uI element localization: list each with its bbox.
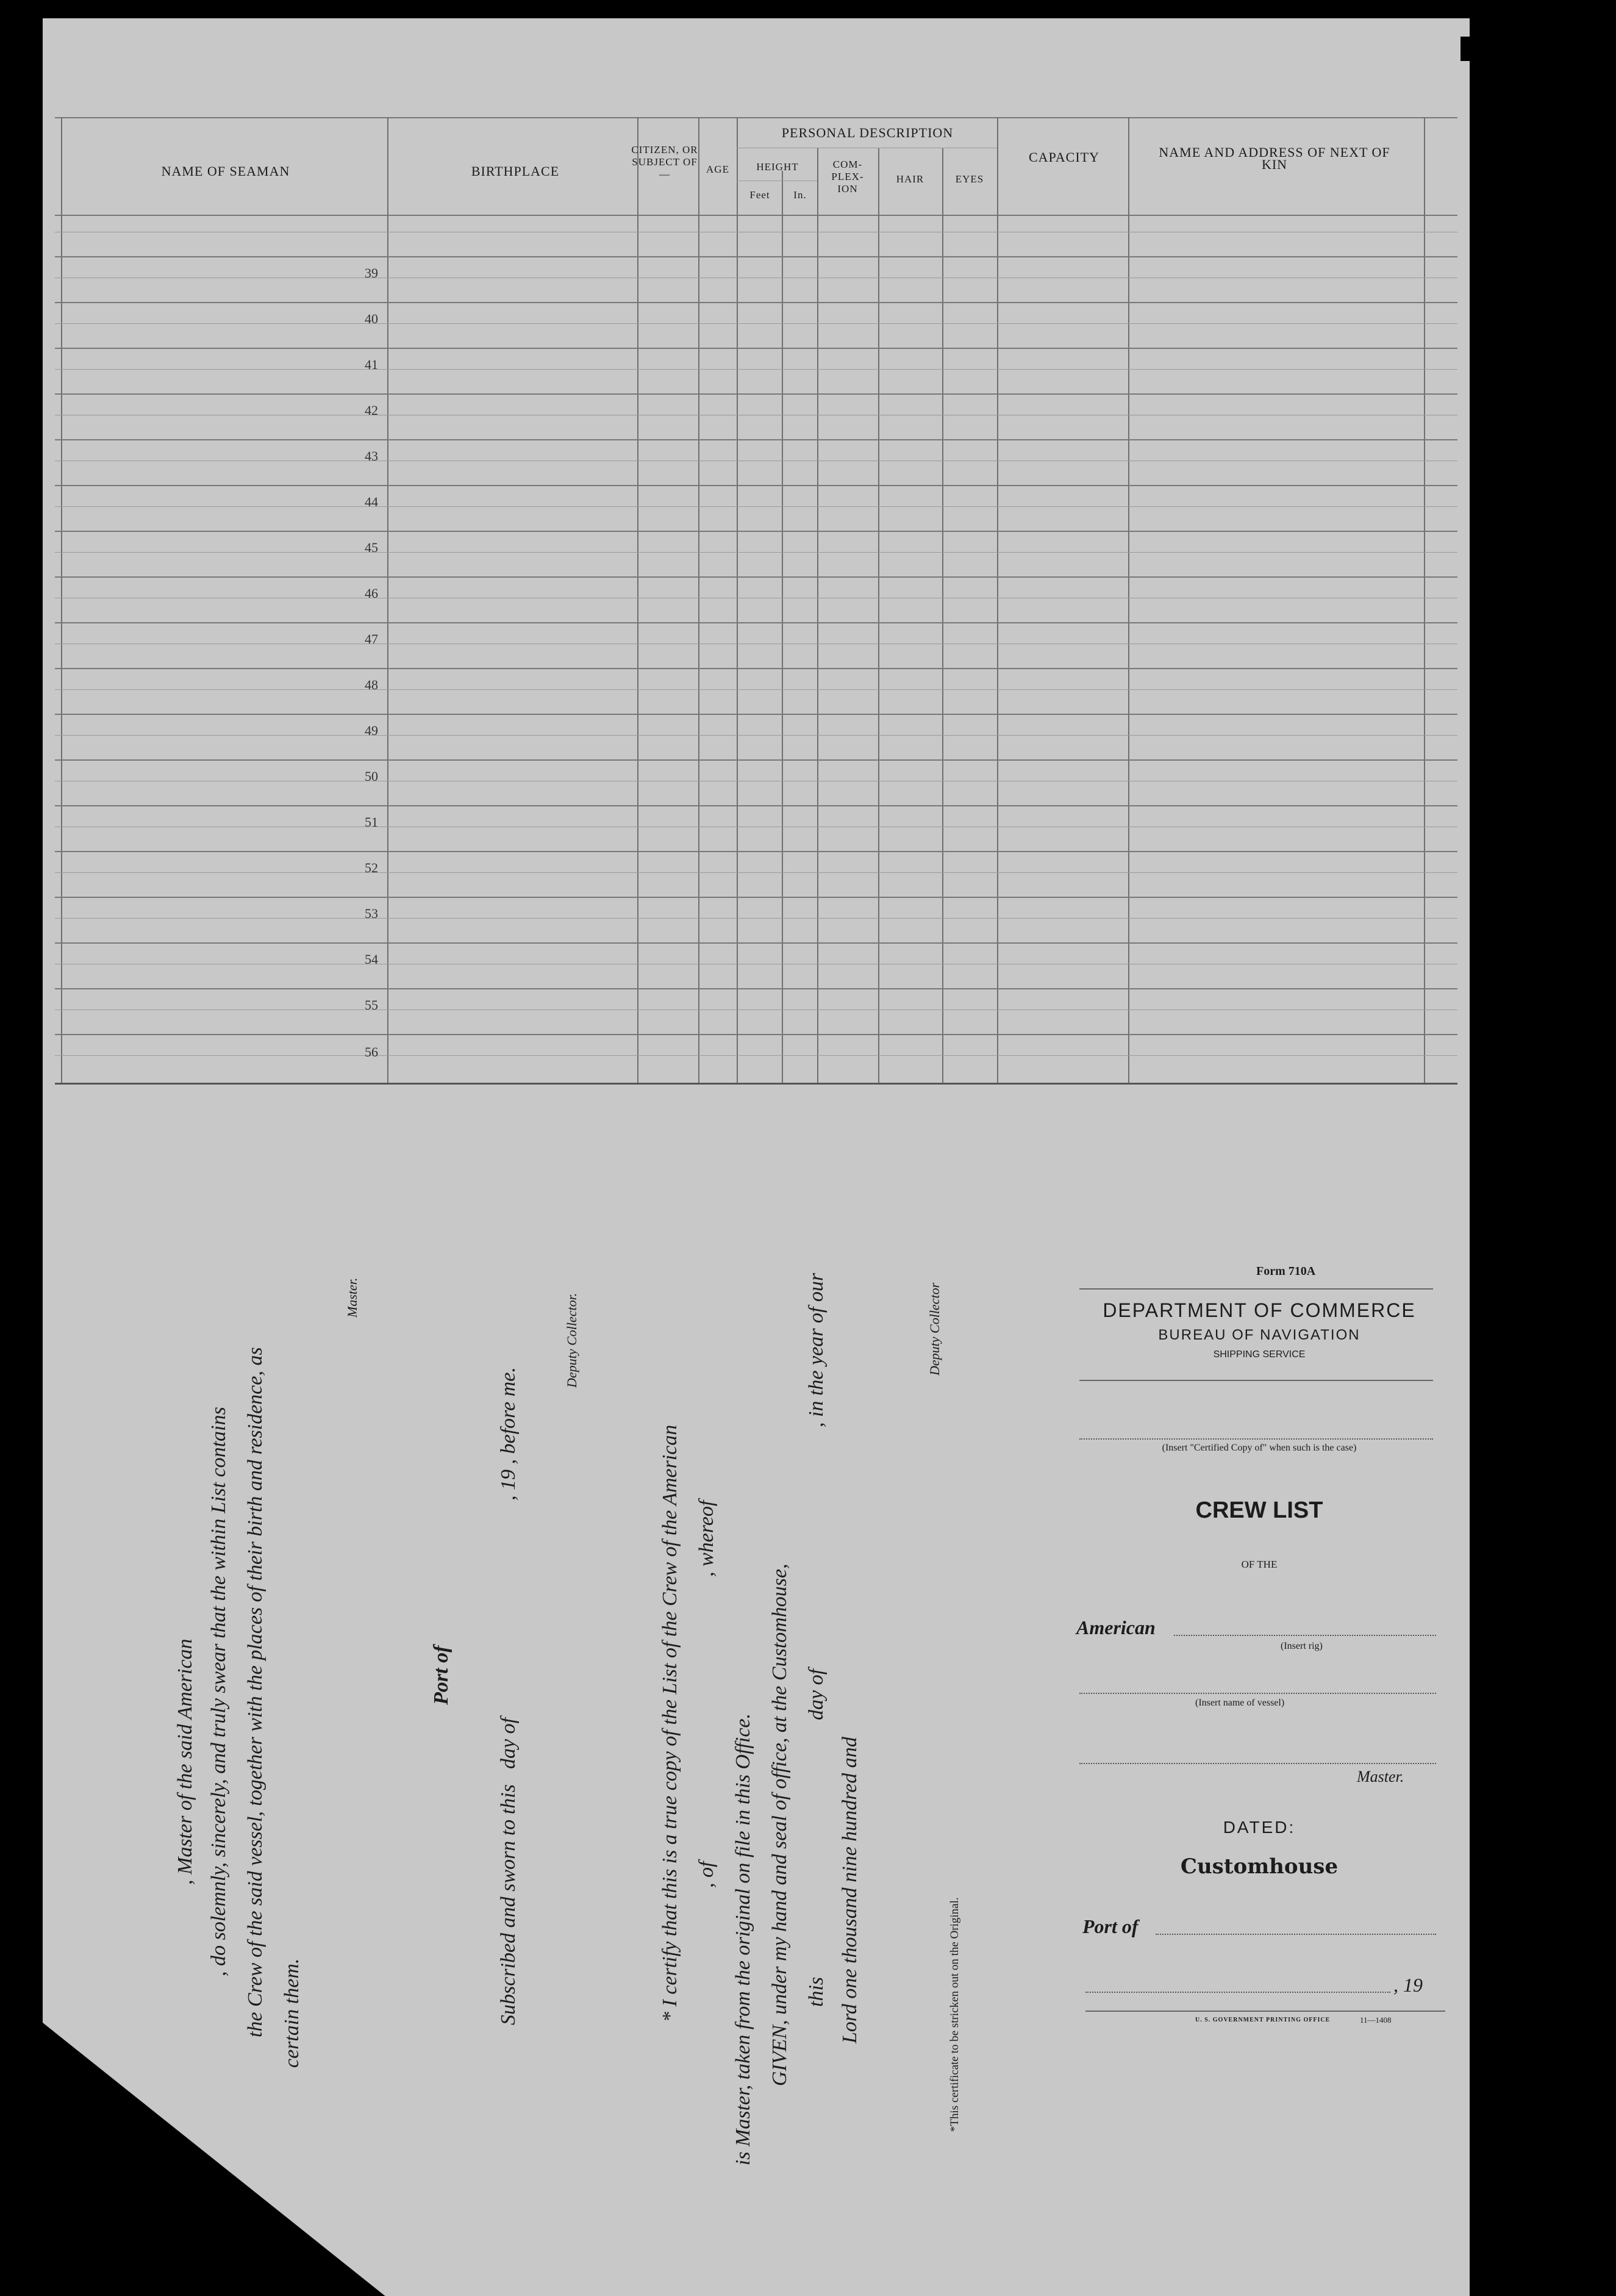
oath-subscribed: Subscribed and sworn to this: [497, 1784, 520, 2025]
printing-office: U. S. GOVERNMENT PRINTING OFFICE: [1195, 2017, 1331, 2023]
row-number: 39: [365, 265, 378, 281]
shipping-service: SHIPPING SERVICE: [1213, 1349, 1306, 1360]
header-capacity: CAPACITY: [1029, 149, 1099, 165]
row-number: 47: [365, 631, 378, 647]
master-label: Master.: [1357, 1768, 1404, 1785]
cert-deputy-collector: Deputy Collector: [927, 1282, 942, 1376]
header-hair: HAIR: [896, 173, 924, 185]
header-citizen: CITIZEN, OR SUBJECT OF—: [631, 144, 698, 180]
cert-lord: Lord one thousand nine hundred and: [838, 1737, 861, 2043]
print-number: 11—1408: [1360, 2015, 1392, 2025]
row-number: 56: [365, 1044, 378, 1060]
insert-certified-note: (Insert "Certified Copy of" when such is the case): [1162, 1443, 1357, 1453]
row-number: 40: [365, 311, 378, 326]
of-the-label: OF THE: [1241, 1559, 1278, 1570]
header-birthplace: BIRTHPLACE: [471, 163, 560, 179]
customhouse-label: Customhouse: [1180, 1854, 1339, 1879]
oath-day-of: day of: [497, 1717, 520, 1769]
oath-line-3: the Crew of the said vessel, together with the places of their birth and residence, as: [244, 1347, 266, 2037]
row-number: 45: [365, 540, 378, 555]
header-next-of-kin: NAME AND ADDRESS OF NEXT OF KIN: [1159, 145, 1390, 172]
oath-line-4: certain them.: [281, 1958, 303, 2068]
department-title: DEPARTMENT OF COMMERCE: [1103, 1299, 1416, 1321]
header-complexion: COM- PLEX- ION: [831, 159, 864, 195]
oath-before-me: , 19 , before me.: [497, 1367, 520, 1501]
row-number: 46: [365, 586, 378, 601]
crew-list-title: CREW LIST: [1195, 1498, 1323, 1523]
american-label: American: [1076, 1616, 1156, 1638]
oath-line-1: , Master of the said American: [174, 1638, 196, 1885]
oath-master-label: Master.: [345, 1277, 360, 1318]
header-age: AGE: [706, 163, 729, 175]
insert-vessel-note: (Insert name of vessel): [1195, 1698, 1285, 1708]
row-number: 53: [365, 906, 378, 921]
row-number: 41: [365, 357, 378, 372]
cert-line-1: * I certify that this is a true copy of the List of the Crew of the American: [659, 1424, 681, 2022]
row-number: 43: [365, 448, 378, 464]
torn-corner: [1460, 37, 1521, 61]
row-number: 54: [365, 952, 378, 967]
header-height: HEIGHT: [756, 161, 799, 173]
cert-line-2: , of: [695, 1861, 718, 1888]
row-number: 51: [365, 814, 378, 830]
cert-footnote: *This certificate to be stricken out on the Original.: [948, 1897, 961, 2132]
row-number: 42: [365, 403, 378, 418]
header-feet: Feet: [749, 189, 770, 201]
row-number: 49: [365, 723, 378, 738]
oath-line-2: , do solemnly, sincerely, and truly swear that the within List contains: [207, 1407, 230, 1976]
cert-day-of: day of: [805, 1668, 828, 1720]
row-number: 48: [365, 677, 378, 692]
port-of-label: Port of: [1082, 1915, 1139, 1937]
cert-whereof: , whereof: [695, 1500, 718, 1577]
header-inches: In.: [793, 189, 807, 201]
row-number: 55: [365, 997, 378, 1013]
insert-rig-note: (Insert rig): [1281, 1641, 1323, 1651]
oath-deputy-collector: Deputy Collector.: [564, 1293, 579, 1388]
cert-year-of-our: , in the year of our: [805, 1272, 828, 1427]
dated-label: DATED:: [1223, 1818, 1296, 1837]
cert-line-4: GIVEN, under my hand and seal of office, at the Customhouse,: [768, 1563, 791, 2086]
cert-line-3: is Master, taken from the original on file in this Office.: [732, 1713, 754, 2165]
year-19-label: , 19: [1393, 1974, 1423, 1996]
oath-port-of: Port of: [430, 1645, 452, 1705]
row-number: 50: [365, 769, 378, 784]
header-eyes: EYES: [955, 173, 984, 185]
row-number: 44: [365, 494, 378, 509]
header-name-of-seaman: NAME OF SEAMAN: [161, 163, 290, 179]
row-number: 52: [365, 860, 378, 875]
header-personal-description: PERSONAL DESCRIPTION: [781, 125, 954, 140]
cert-this: this: [805, 1976, 828, 2007]
form-number: Form 710A: [1256, 1265, 1316, 1278]
bureau-title: BUREAU OF NAVIGATION: [1158, 1327, 1360, 1343]
